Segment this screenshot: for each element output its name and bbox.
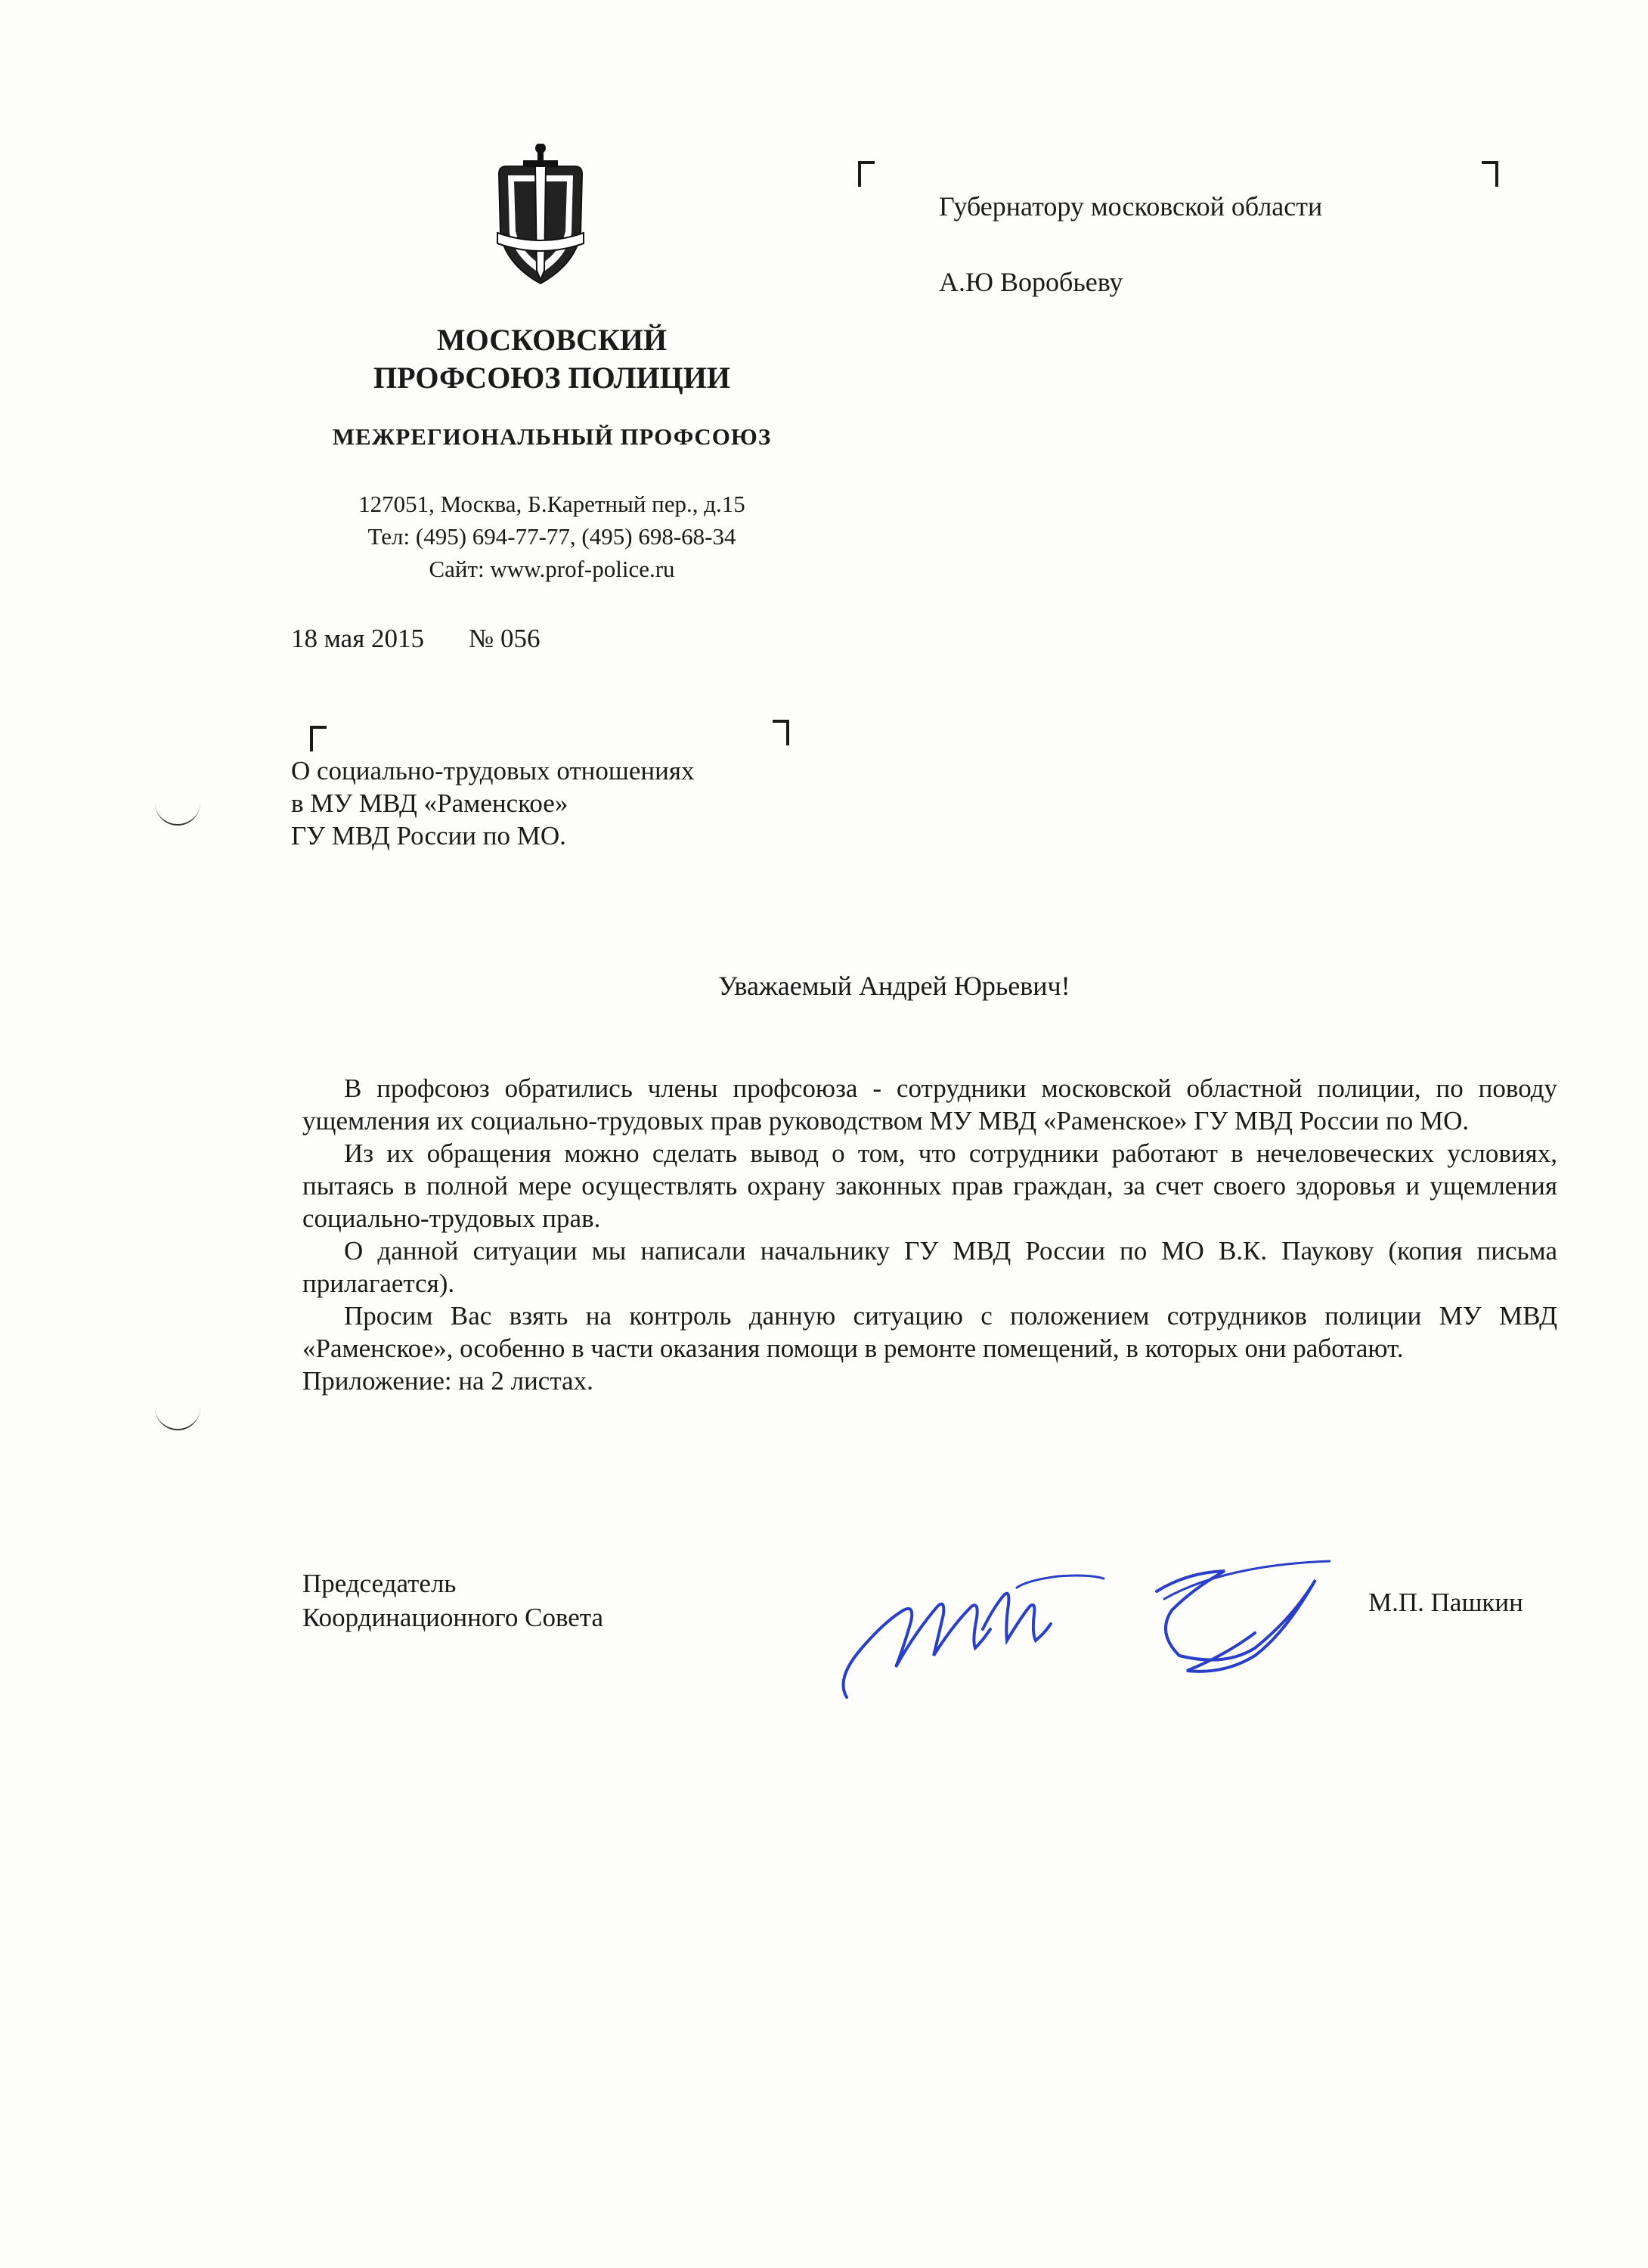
subject-line1: О социально-трудовых отношениях	[291, 756, 695, 785]
signer-title-line2: Координационного Совета	[302, 1603, 604, 1632]
attachment-note: Приложение: на 2 листах.	[302, 1366, 593, 1396]
organization-type: МЕЖРЕГИОНАЛЬНЫЙ ПРОФСОЮЗ	[332, 423, 772, 450]
addressee-line1: Губернатору московской области	[939, 191, 1323, 222]
letter-body	[302, 1072, 1557, 1397]
organization-name-line2: ПРОФСОЮЗ ПОЛИЦИИ	[373, 361, 730, 395]
letter-date: 18 мая 2015	[291, 624, 425, 653]
binder-hole-mark	[155, 1406, 200, 1430]
salutation: Уважаемый Андрей Юрьевич!	[718, 971, 1070, 1001]
body-paragraph-2: Из их обращения можно сделать вывод о том, что сотрудники работают в нечеловеческих условиях, пытаясь в полной мере осуществлять охрану законных прав граждан, за счет своего здоровья и ущемления социально-трудовых прав.	[302, 1139, 1557, 1233]
addressee-corner-left	[858, 161, 875, 187]
organization-address: 127051, Москва, Б.Каретный пер., д.15	[358, 491, 745, 517]
handwritten-signature	[832, 1535, 1330, 1716]
signer-title	[302, 1566, 603, 1634]
binder-hole-mark	[155, 801, 200, 826]
subject-corner-left	[310, 726, 327, 751]
subject-corner-right	[773, 720, 789, 745]
organization-site: Сайт: www.prof-police.ru	[429, 556, 675, 582]
addressee	[939, 187, 1322, 301]
organization-contacts	[287, 488, 816, 585]
addressee-line2: А.Ю Воробьеву	[939, 267, 1123, 297]
signer-title-line1: Председатель	[302, 1569, 457, 1598]
organization-name-line1: МОСКОВСКИЙ	[436, 323, 668, 357]
organization-phones: Тел: (495) 694-77-77, (495) 698-68-34	[367, 523, 736, 550]
body-paragraph-3: О данной ситуации мы написали начальнику ГУ МВД России по МО В.К. Паукову (копия письма прилагается).	[302, 1236, 1557, 1298]
body-paragraph-1: В профсоюз обратились члены профсоюза - сотрудники московской областной полиции, по поводу ущемления их социально-трудовых прав руководством МУ МВД «Раменское» ГУ МВД России по МО.	[302, 1074, 1557, 1136]
police-union-emblem-icon	[484, 144, 597, 287]
letter-subject	[291, 754, 694, 852]
letter-date-number	[291, 624, 540, 654]
body-paragraph-4: Просим Вас взять на контроль данную ситуацию с положением сотрудников полиции МУ МВД «Раменское», особенно в части оказания помощи в ремонте помещений, в которых они работают.	[302, 1301, 1557, 1363]
signer-name: М.П. Пашкин	[1368, 1588, 1523, 1617]
letter-number: № 056	[468, 624, 541, 653]
subject-line2: в МУ МВД «Раменское»	[291, 789, 568, 818]
organization-name	[287, 321, 816, 397]
addressee-corner-right	[1482, 161, 1498, 187]
subject-line3: ГУ МВД России по МО.	[291, 821, 566, 850]
